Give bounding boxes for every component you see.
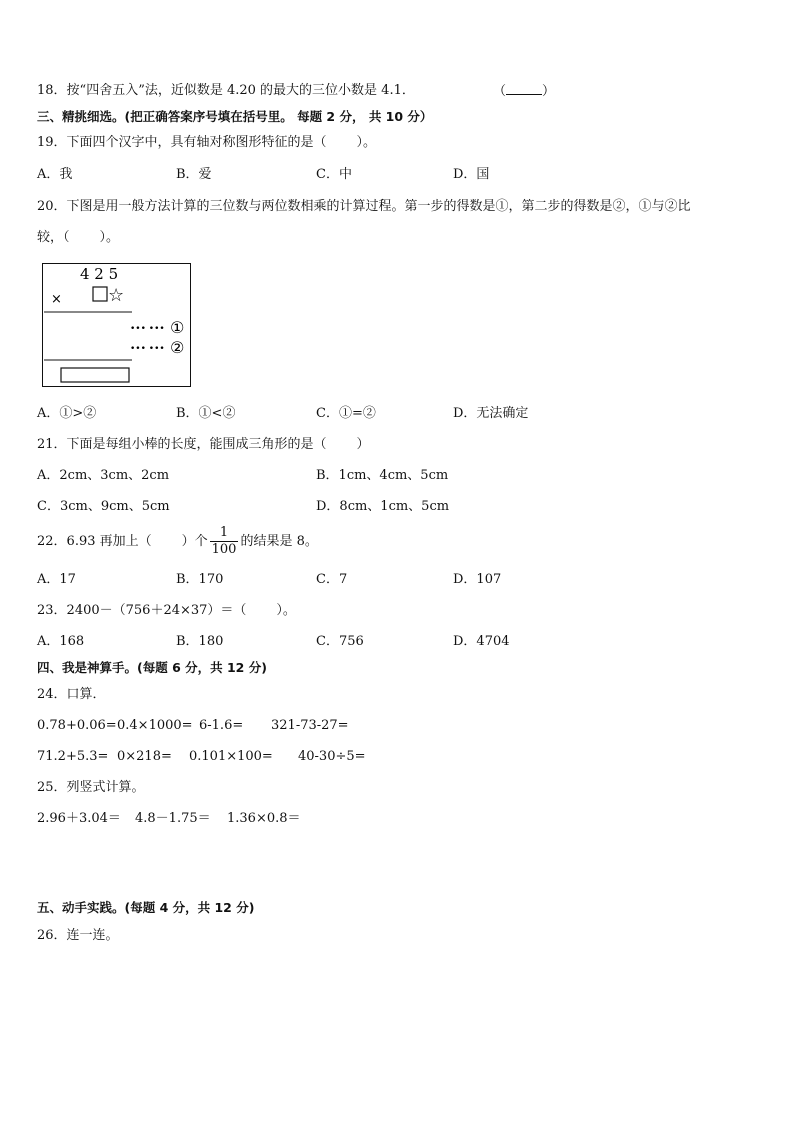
section-3-heading: 三、精挑细选。(把正确答案序号填在括号里。 每题 2 分， 共 10 分） (37, 109, 433, 124)
vertical-calc-item: 2.96＋3.04＝ (37, 811, 121, 826)
question-25-title: 25．列竖式计算。 (37, 780, 145, 795)
figure-mark-1: ① (170, 318, 185, 337)
mental-math-item: 0.101×100= (189, 749, 273, 764)
question-21-option-b[interactable]: B．1cm、4cm、5cm (316, 468, 449, 483)
figure-dots-1: ••• ••• (130, 324, 165, 334)
section-5-heading: 五、动手实践。(每题 4 分，共 12 分) (37, 900, 255, 915)
figure-result-box (61, 368, 129, 382)
question-24-title: 24．口算． (37, 687, 106, 702)
fraction-one-hundredth: $\frac{1}{100}$ (211, 525, 237, 557)
question-21-option-c[interactable]: C．3cm、9cm、5cm (37, 499, 170, 514)
question-18-answer-blank[interactable]: （ ） (493, 84, 556, 99)
star-digit-placeholder: ☆ (108, 285, 125, 306)
figure-times-sign: × (51, 292, 62, 307)
question-22-option-d[interactable]: D．107 (453, 572, 502, 587)
question-20-option-a[interactable]: A．①>② (37, 406, 97, 421)
mental-math-item: 40-30÷5= (298, 749, 366, 764)
question-22-stem: 22．6.93 再加上（ ）个 $\frac{1}{100}$ 的结果是 8。 (37, 525, 318, 557)
multiplication-figure (42, 263, 192, 387)
question-23-option-c[interactable]: C．756 (316, 634, 364, 649)
mental-math-item: 6-1.6= (199, 718, 244, 733)
question-19-option-d[interactable]: D．国 (453, 167, 490, 182)
question-20-stem-line2: 较，（ ）。 (37, 230, 120, 245)
mental-math-item: 71.2+5.3= (37, 749, 109, 764)
mental-math-item: 0.4×1000= (117, 718, 193, 733)
question-19-stem: 19．下面四个汉字中，具有轴对称图形特征的是（ ）。 (37, 135, 377, 150)
vertical-calc-item: 1.36×0.8＝ (227, 811, 301, 826)
section-4-heading: 四、我是神算手。(每题 6 分，共 12 分) (37, 660, 267, 675)
question-22-option-c[interactable]: C．7 (316, 572, 348, 587)
mental-math-item: 0.78+0.06= (37, 718, 117, 733)
question-22-option-b[interactable]: B．170 (176, 572, 224, 587)
box-digit-placeholder (93, 287, 107, 301)
question-18 (37, 82, 415, 100)
question-19-option-b[interactable]: B．爱 (176, 167, 212, 182)
figure-multiplicand: 4 2 5 (80, 265, 119, 283)
vertical-calc-item: 4.8－1.75＝ (135, 811, 211, 826)
figure-mark-2: ② (170, 338, 185, 357)
question-23-option-a[interactable]: A．168 (37, 634, 85, 649)
figure-dots-2: ••• ••• (130, 344, 165, 354)
question-22-option-a[interactable]: A．17 (37, 572, 76, 587)
question-21-stem: 21．下面是每组小棒的长度，能围成三角形的是（ ） (37, 437, 370, 452)
question-20-stem-line1: 20．下图是用一般方法计算的三位数与两位数相乘的计算过程。第一步的得数是①，第二步的得数是②，①与②比 (37, 199, 691, 214)
question-23-option-b[interactable]: B．180 (176, 634, 224, 649)
question-20-option-d[interactable]: D．无法确定 (453, 406, 529, 421)
question-20-option-b[interactable]: B．①<② (176, 406, 236, 421)
question-23-stem: 23．2400－（756＋24×37）＝（ ）。 (37, 603, 296, 618)
question-21-option-a[interactable]: A．2cm、3cm、2cm (37, 468, 170, 483)
question-18-text: 18．按“四舍五入”法，近似数是 4.20 的最大的三位小数是 4.1． (37, 83, 415, 98)
question-26-title: 26．连一连。 (37, 928, 119, 943)
question-20-option-c[interactable]: C．①=② (316, 406, 376, 421)
question-23-option-d[interactable]: D．4704 (453, 634, 510, 649)
mental-math-item: 321-73-27= (271, 718, 349, 733)
question-19-option-c[interactable]: C．中 (316, 167, 352, 182)
question-21-option-d[interactable]: D．8cm、1cm、5cm (316, 499, 450, 514)
mental-math-item: 0×218= (117, 749, 172, 764)
question-19-option-a[interactable]: A．我 (37, 167, 73, 182)
